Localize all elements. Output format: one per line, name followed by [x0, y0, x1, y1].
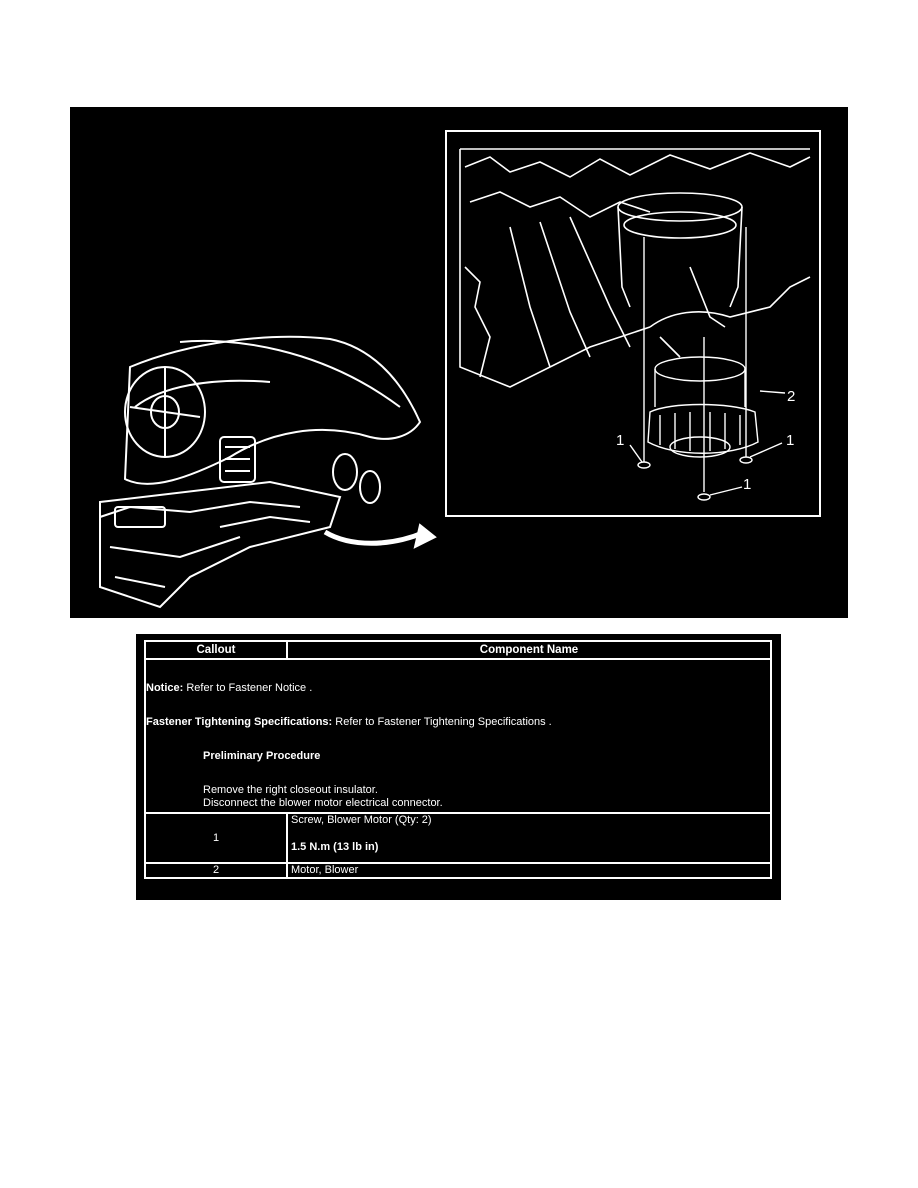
row-callout: 2: [145, 863, 287, 878]
hvac-module-drawing: [460, 149, 810, 387]
fastener-label: Fastener Tightening Specifications:: [146, 716, 333, 728]
notice-text: Refer to Fastener Notice .: [186, 682, 313, 694]
header-component-name: Component Name: [287, 641, 771, 659]
callout-label-1a: 1: [616, 432, 625, 449]
motor-drawing: [630, 227, 785, 500]
callout-label-1b: 1: [786, 432, 795, 449]
notes-row: [145, 659, 771, 813]
instrument-panel-drawing: [100, 337, 435, 607]
diagram-illustration: [70, 107, 848, 618]
callout-label-2: 2: [787, 388, 796, 405]
notice-label: Notice:: [146, 682, 184, 694]
preliminary-title: Preliminary Procedure: [203, 750, 321, 762]
table-row: [145, 813, 771, 863]
notice-line: [146, 682, 770, 695]
callout-labels: [616, 388, 795, 493]
row-torque: 1.5 N.m (13 lb in): [291, 841, 379, 853]
row-component-name: Motor, Blower: [287, 863, 771, 878]
fastener-text: Refer to Fastener Tightening Specifications .: [335, 716, 552, 728]
notes-cell: [145, 659, 771, 813]
row-component: [287, 813, 771, 863]
detail-box: [446, 131, 820, 516]
blower-motor-diagram: [70, 107, 848, 618]
header-callout: Callout: [145, 641, 287, 659]
fastener-line: [146, 716, 770, 729]
table-header-row: [145, 641, 771, 659]
callout-label-1c: 1: [743, 476, 752, 493]
component-table-panel: [136, 634, 781, 900]
preliminary-step: Disconnect the blower motor electrical connector.: [203, 797, 443, 809]
row-callout: 1: [145, 813, 287, 863]
preliminary-step: Remove the right closeout insulator.: [203, 784, 378, 796]
table-row: [145, 863, 771, 878]
row-component-name: Screw, Blower Motor (Qty: 2): [291, 814, 432, 826]
component-table: [144, 640, 772, 879]
